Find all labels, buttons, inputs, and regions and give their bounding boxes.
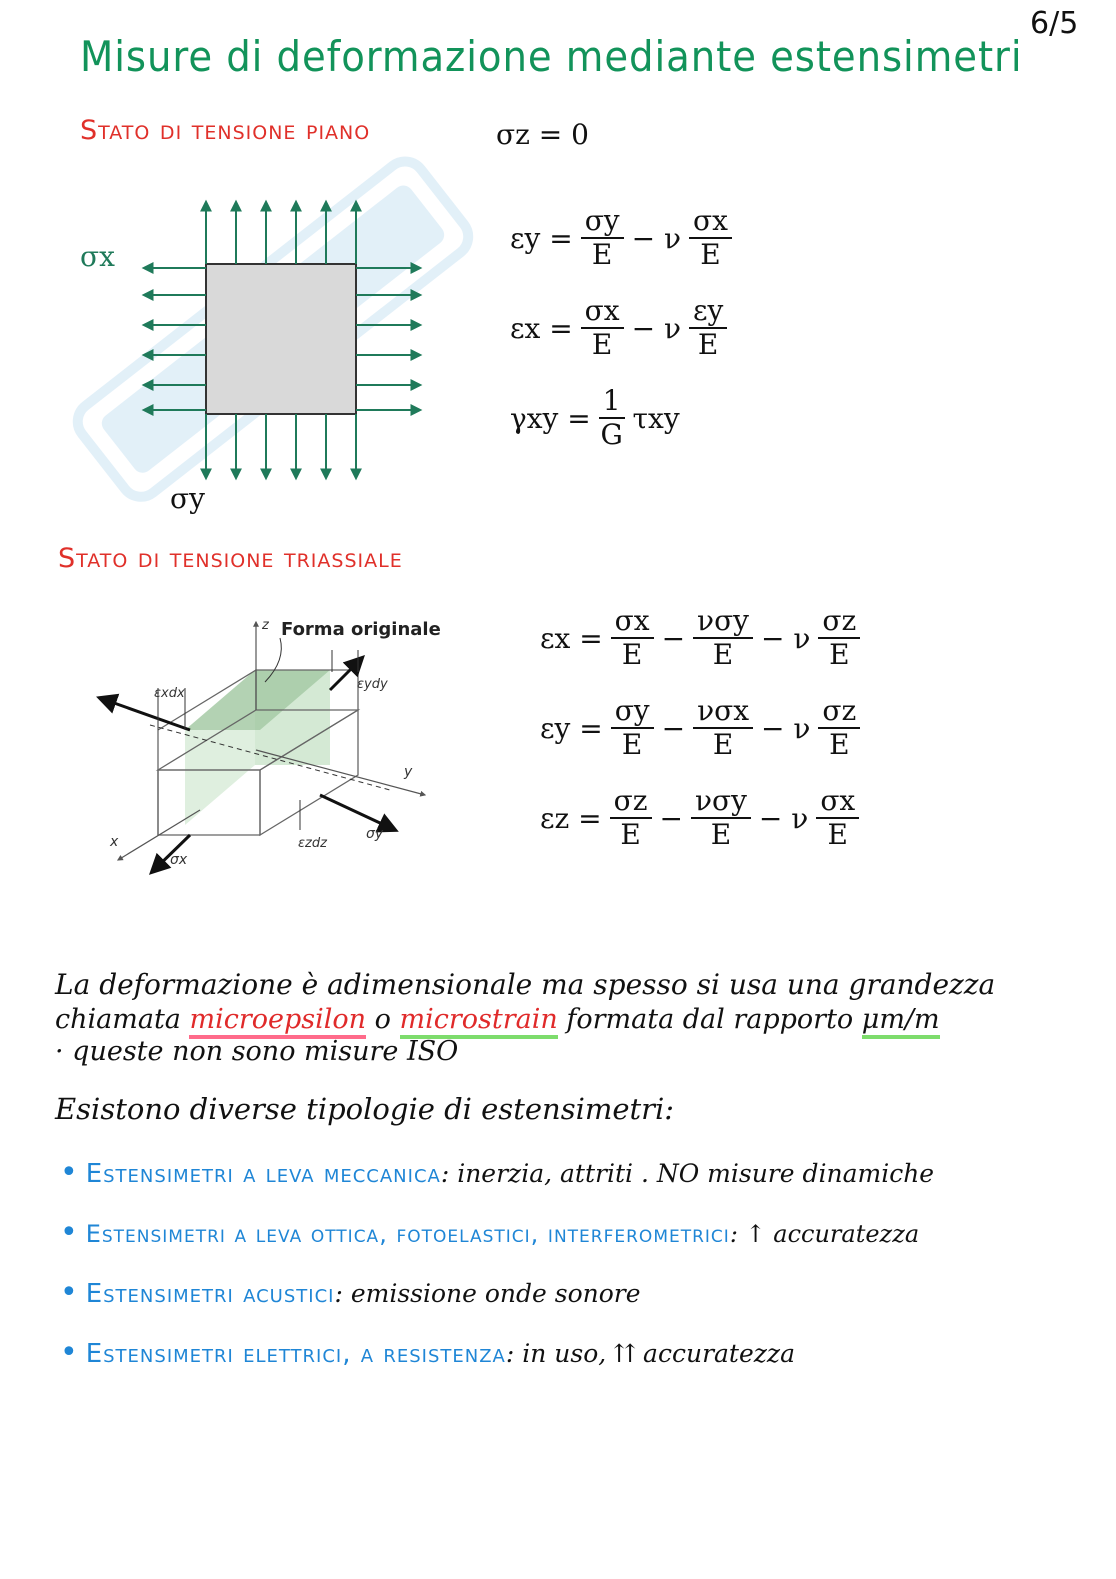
equation-gamma-xy: γxy = $\frac{1}{G}$ τxy [510,384,680,452]
fig-label-z: z [262,618,269,633]
fig-label-ezdz: εzdz [298,836,327,851]
page-number: 6/5 [1030,6,1079,41]
triaxial-block-diagram [90,610,450,880]
fig-label-x: x [110,834,119,850]
label-sigma-x: σx [80,240,115,273]
note-line-1: La deformazione è adimensionale ma spesso si usa una grandezza [55,968,996,1001]
fig-label-exdx: εxdx [154,686,185,701]
page-title: Misure di deformazione mediante estensimetri [80,32,1023,81]
equation-epsilon-x: εx = $\frac{\sigma x}{E}$ − ν $\frac{\varepsilon y}{E}$ [510,295,729,361]
fig-label-eydy: εydy [357,677,388,692]
triaxial-heading: Stato di tensione triassiale [58,543,403,574]
highlight-microepsilon: microepsilon [189,1004,366,1039]
fig-label-original-shape: Forma originale [281,619,441,640]
note-line-2: chiamata microepsilon o microstrain formata dal rapporto μm/m [55,1004,940,1035]
fig-label-sigma-x: σx [170,852,188,868]
gauges-intro: Esistono diverse tipologie di estensimetri: [55,1092,675,1126]
plane-stress-diagram [80,190,440,510]
equation-epsilon-y: εy = $\frac{\sigma y}{E}$ − ν $\frac{\sigma x}{E}$ [510,205,734,271]
highlight-microstrain: microstrain [400,1004,558,1039]
gauge-item: • Estensimetri a leva meccanica: inerzia, attriti . NO misure dinamiche [60,1155,935,1190]
note-line-3: · queste non sono misure ISO [55,1036,459,1067]
stress-element [206,264,356,414]
gauge-item: • Estensimetri acustici: emissione onde sonore [60,1275,641,1310]
plane-condition: σz = 0 [496,118,589,151]
fig-label-y: y [404,764,413,780]
fig-label-sigma-y: σy [366,826,384,842]
equation-triaxial-y: εy = $\frac{\sigma y}{E}$ − $\frac{\text{νσx}}{E}$ − ν $\frac{\sigma z}{E}$ [540,695,862,761]
gauge-item: • Estensimetri a leva ottica, fotoelastici, interferometrici: ↑ accuratezza [60,1215,920,1250]
equation-triaxial-z: εz = $\frac{\sigma z}{E}$ − $\frac{\text{νσy}}{E}$ − ν $\frac{\sigma x}{E}$ [540,785,861,851]
highlight-unit: μm/m [862,1004,940,1039]
plane-heading: Stato di tensione piano [80,115,371,146]
equation-triaxial-x: εx = $\frac{\sigma x}{E}$ − $\frac{\text{νσy}}{E}$ − ν $\frac{\sigma z}{E}$ [540,605,862,671]
gauge-item: • Estensimetri elettrici, a resistenza: in uso, ⇈ accuratezza [60,1335,796,1370]
label-sigma-y: σy [170,482,205,515]
